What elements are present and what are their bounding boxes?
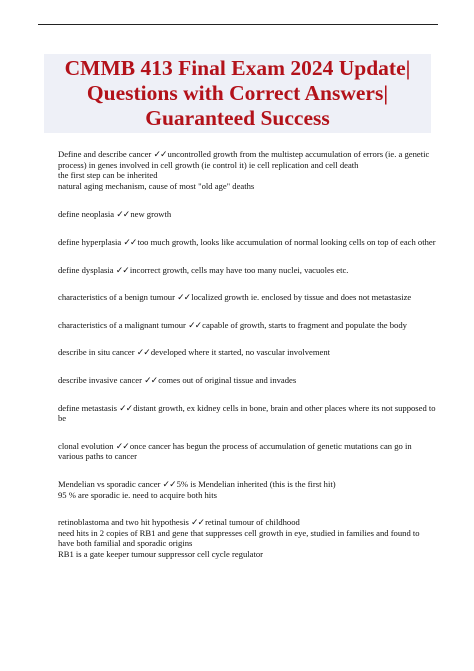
question-text: retinoblastoma and two hit hypothesis [58, 517, 189, 528]
answer-text: developed where it started, no vascular involvement [150, 347, 331, 358]
qa-entry [58, 403, 436, 424]
title-line: Guaranteed Success [145, 106, 330, 130]
answer-text: new growth [130, 209, 172, 220]
answer-text: capable of growth, starts to fragment and populate the body [202, 319, 407, 330]
answer-extra-line: RB1 is a gate keeper tumour suppressor cell cycle regulator [58, 548, 263, 559]
answer-extra-line: the first step can be inherited [58, 170, 158, 181]
qa-entry [58, 441, 436, 462]
question-text: characteristics of a malignant tumour [58, 319, 186, 330]
qa-entry [58, 320, 436, 331]
qa-entry [58, 517, 436, 559]
answer-text: comes out of original tissue and invades [158, 374, 297, 385]
answer-text: retinal tumour of childhood [205, 517, 300, 528]
qa-entry [58, 375, 436, 386]
answer-text: localized growth ie. enclosed by tissue and does not metastasize [191, 292, 412, 303]
answer-text: distant growth, ex kidney cells in bone, brain and other places where its not supposed to be [58, 402, 436, 424]
check-mark-icon: ✓✓ [115, 440, 129, 451]
title-banner [44, 54, 431, 133]
check-mark-icon: ✓✓ [123, 236, 137, 247]
title-line: Questions with Correct Answers| [86, 81, 389, 105]
qa-list [58, 149, 436, 576]
document-title [65, 56, 411, 131]
qa-entry [58, 265, 436, 276]
qa-entry [58, 347, 436, 358]
check-mark-icon: ✓✓ [119, 402, 133, 413]
check-mark-icon: ✓✓ [153, 149, 167, 159]
check-mark-icon: ✓✓ [188, 319, 202, 330]
top-divider [38, 24, 438, 25]
check-mark-icon: ✓✓ [162, 478, 176, 489]
answer-text: incorrect growth, cells may have too many nuclei, vacuoles etc. [129, 264, 349, 275]
qa-entry [58, 149, 436, 191]
check-mark-icon: ✓✓ [177, 292, 191, 303]
question-text: define metastasis [58, 402, 117, 413]
check-mark-icon: ✓✓ [190, 517, 205, 528]
qa-entry [58, 237, 436, 248]
question-text: describe invasive cancer [58, 374, 142, 385]
check-mark-icon: ✓✓ [115, 264, 129, 275]
answer-extra-line: natural aging mechanism, cause of most "old age" deaths [58, 180, 255, 191]
question-text: define hyperplasia [58, 236, 122, 247]
title-line: CMMB 413 Final Exam 2024 Update| [64, 56, 411, 80]
qa-entry [58, 292, 436, 303]
answer-extra-line: need hits in 2 copies of RB1 and gene that suppresses cell growth in eye, studied in families and found to have both familial and sporadic origins [58, 527, 420, 549]
answer-text: uncontrolled growth from the multistep accumulation of errors (ie. a genetic process) in genes involved in cell growth (ie control it) ie cell replication and cell death [58, 149, 430, 170]
question-text: describe in situ cancer [58, 347, 135, 358]
check-mark-icon: ✓✓ [144, 374, 158, 385]
answer-extra-line: 95 % are sporadic ie. need to acquire both hits [58, 489, 217, 500]
question-text: clonal evolution [58, 440, 114, 451]
question-text: Define and describe cancer [58, 149, 152, 159]
question-text: Mendelian vs sporadic cancer [58, 478, 161, 489]
qa-entry [58, 479, 436, 500]
answer-text: once cancer has begun the process of accumulation of genetic mutations can go in various paths to cancer [58, 440, 412, 462]
question-text: characteristics of a benign tumour [58, 292, 175, 303]
answer-text: too much growth, looks like accumulation of normal looking cells on top of each other [137, 236, 436, 247]
check-mark-icon: ✓✓ [136, 347, 150, 358]
answer-text: 5% is Mendelian inherited (this is the first hit) [176, 478, 336, 489]
check-mark-icon: ✓✓ [116, 209, 130, 220]
question-text: define dysplasia [58, 264, 114, 275]
qa-entry [58, 209, 436, 220]
question-text: define neoplasia [58, 209, 115, 220]
